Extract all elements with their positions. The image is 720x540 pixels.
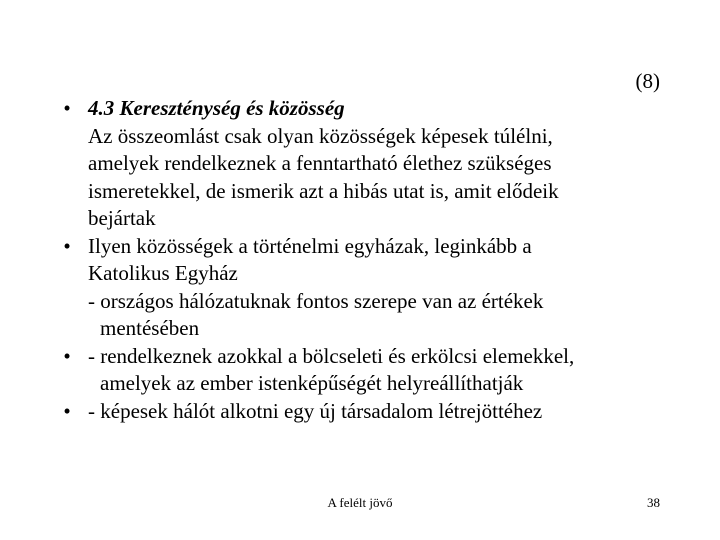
text-line: ismeretekkel, de ismerik azt a hibás utat is, amit elődeik xyxy=(88,178,559,203)
bullet-marker: • xyxy=(63,398,71,423)
text-line: Ilyen közösségek a történelmi egyházak, leginkább a xyxy=(88,233,532,258)
text-line: amelyek az ember istenképűségét helyreállíthatják xyxy=(100,371,524,395)
text-line: - képesek hálót alkotni egy új társadalom létrejöttéhez xyxy=(88,398,543,423)
bullet-item xyxy=(60,398,670,426)
page-number: 38 xyxy=(647,495,660,510)
bullet-marker: • xyxy=(63,233,71,258)
bullet-marker: • xyxy=(63,343,71,368)
bullet-marker: • xyxy=(63,96,71,120)
text-line: amelyek rendelkeznek a fenntartható élethez szükséges xyxy=(88,151,552,175)
slide-number-top: (8) xyxy=(635,69,660,93)
text-line: - országos hálózatuknak fontos szerepe van az értékek xyxy=(88,288,544,313)
text-line: Katolikus Egyház xyxy=(88,261,238,285)
footer-title: A felélt jövő xyxy=(327,495,393,510)
text-line: Az összeomlást csak olyan közösségek képesek túlélni, xyxy=(88,123,553,148)
text-line: - rendelkeznek azokkal a bölcseleti és erkölcsi elemekkel, xyxy=(88,343,575,368)
text-line: mentésében xyxy=(100,316,200,340)
slide-content xyxy=(60,95,670,425)
bullet-item xyxy=(60,233,670,343)
bullet-item xyxy=(60,95,670,233)
text-line: bejártak xyxy=(88,206,156,230)
section-heading: 4.3 Kereszténység és közösség xyxy=(88,96,345,120)
bullet-item xyxy=(60,343,670,398)
